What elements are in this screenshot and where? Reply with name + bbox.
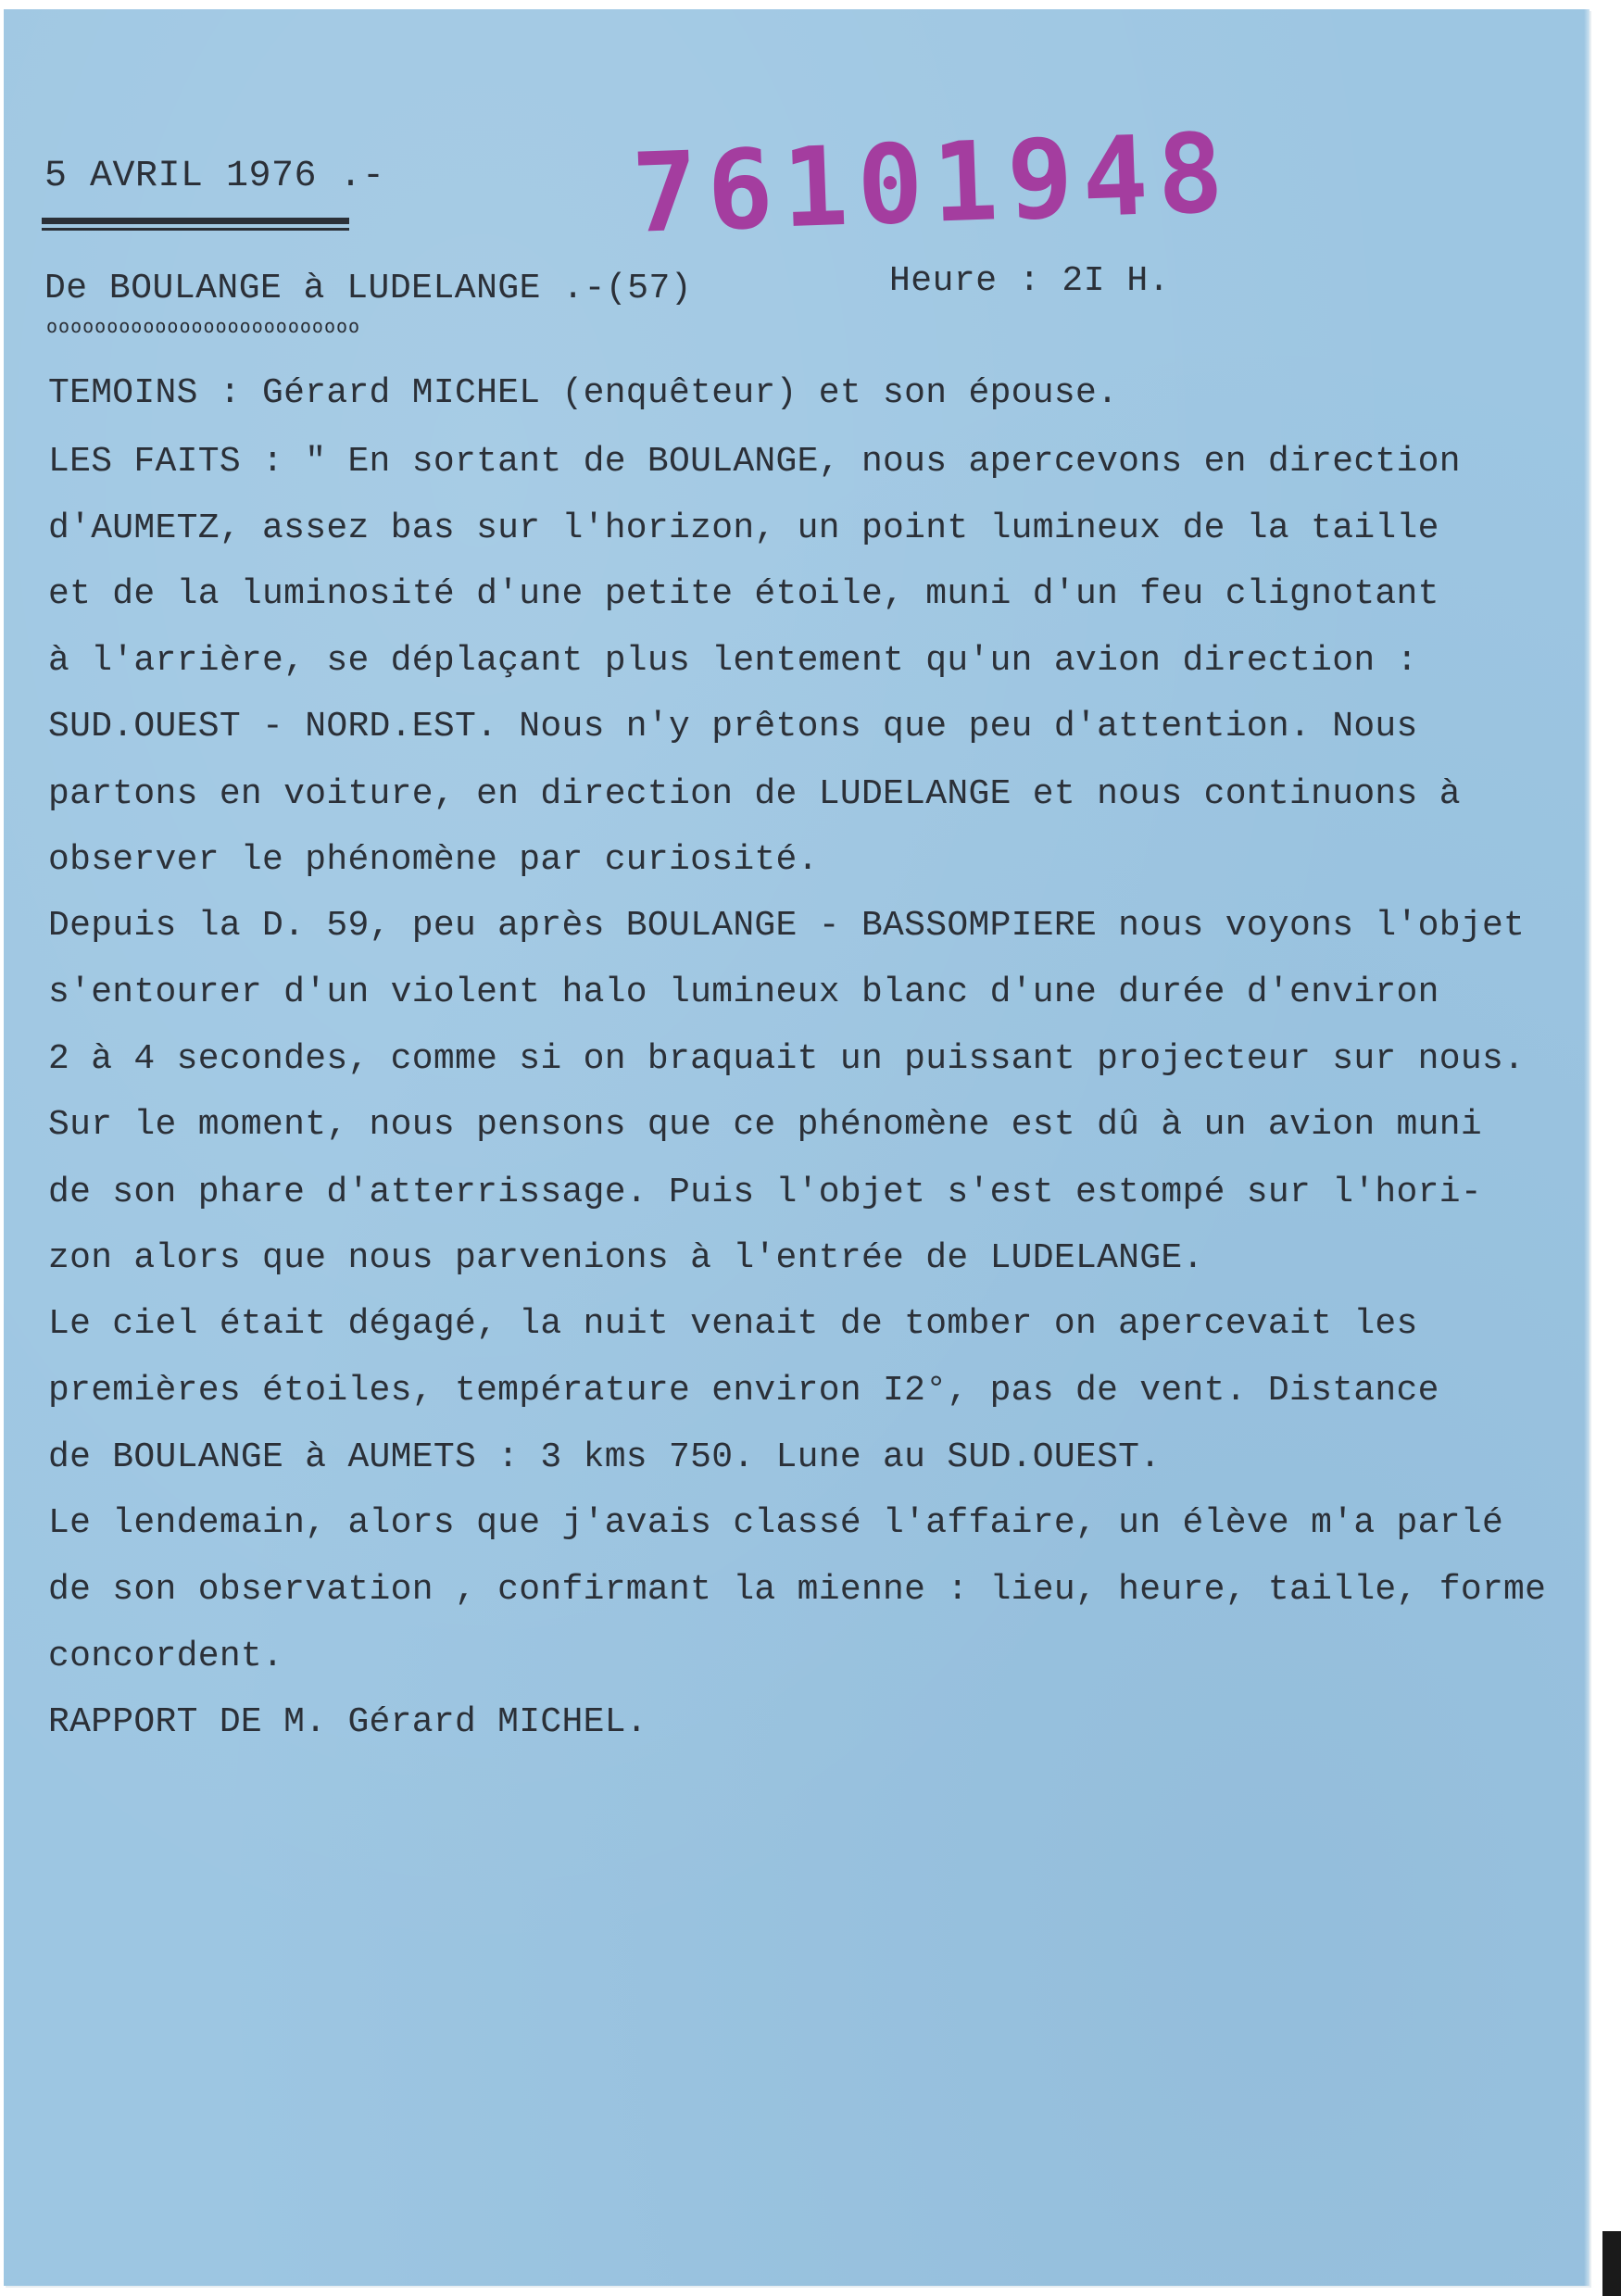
text-line: RAPPORT DE M. Gérard MICHEL. xyxy=(48,1702,647,1742)
text-line: 2 à 4 secondes, comme si on braquait un puissant projecteur sur nous. xyxy=(48,1039,1526,1079)
text-line: Sur le moment, nous pensons que ce phénomène est dû à un avion muni xyxy=(48,1105,1482,1145)
sheet-edge xyxy=(1584,9,1590,2286)
text-line: observer le phénomène par curiosité. xyxy=(48,840,819,880)
text-line: s'entourer d'un violent halo lumineux blanc d'une durée d'environ xyxy=(48,972,1439,1012)
location-heading: De BOULANGE à LUDELANGE .-(57) xyxy=(44,269,693,308)
date-underline xyxy=(42,218,349,224)
text-line: concordent. xyxy=(48,1637,284,1676)
date-underline-second xyxy=(42,228,349,231)
document-date: 5 AVRIL 1976 .- xyxy=(44,156,385,197)
text-line: de son phare d'atterrissage. Puis l'objet s'est estompé sur l'hori- xyxy=(48,1173,1482,1212)
text-line: Le ciel était dégagé, la nuit venait de tomber on apercevait les xyxy=(48,1304,1418,1344)
text-line: à l'arrière, se déplaçant plus lentement qu'un avion direction : xyxy=(48,641,1418,681)
text-line: Le lendemain, alors que j'avais classé l'affaire, un élève m'a parlé xyxy=(48,1503,1504,1543)
text-line: Depuis la D. 59, peu après BOULANGE - BASSOMPIERE nous voyons l'objet xyxy=(48,906,1526,946)
text-line: TEMOINS : Gérard MICHEL (enquêteur) et son épouse. xyxy=(48,373,1119,413)
document-sheet xyxy=(4,9,1590,2286)
text-line: de BOULANGE à AUMETS : 3 kms 750. Lune au SUD.OUEST. xyxy=(48,1437,1162,1477)
text-line: LES FAITS : " En sortant de BOULANGE, nous apercevons en direction xyxy=(48,442,1461,482)
text-line: de son observation , confirmant la mienne : lieu, heure, taille, forme xyxy=(48,1570,1547,1610)
text-line: SUD.OUEST - NORD.EST. Nous n'y prêtons que peu d'attention. Nous xyxy=(48,707,1418,747)
hour-heading: Heure : 2I H. xyxy=(889,261,1170,301)
text-line: zon alors que nous parvenions à l'entrée de LUDELANGE. xyxy=(48,1238,1204,1278)
case-number-stamp: 76101948 xyxy=(630,108,1235,257)
text-line: premières étoiles, température environ I2°, pas de vent. Distance xyxy=(48,1371,1439,1411)
scan-corner-shadow xyxy=(1602,2231,1621,2296)
text-line: et de la luminosité d'une petite étoile, muni d'un feu clignotant xyxy=(48,574,1439,614)
text-line: d'AUMETZ, assez bas sur l'horizon, un point lumineux de la taille xyxy=(48,508,1439,548)
circle-separator: oooooooooooooooooooooooooo xyxy=(46,315,361,337)
text-line: partons en voiture, en direction de LUDELANGE et nous continuons à xyxy=(48,774,1461,814)
